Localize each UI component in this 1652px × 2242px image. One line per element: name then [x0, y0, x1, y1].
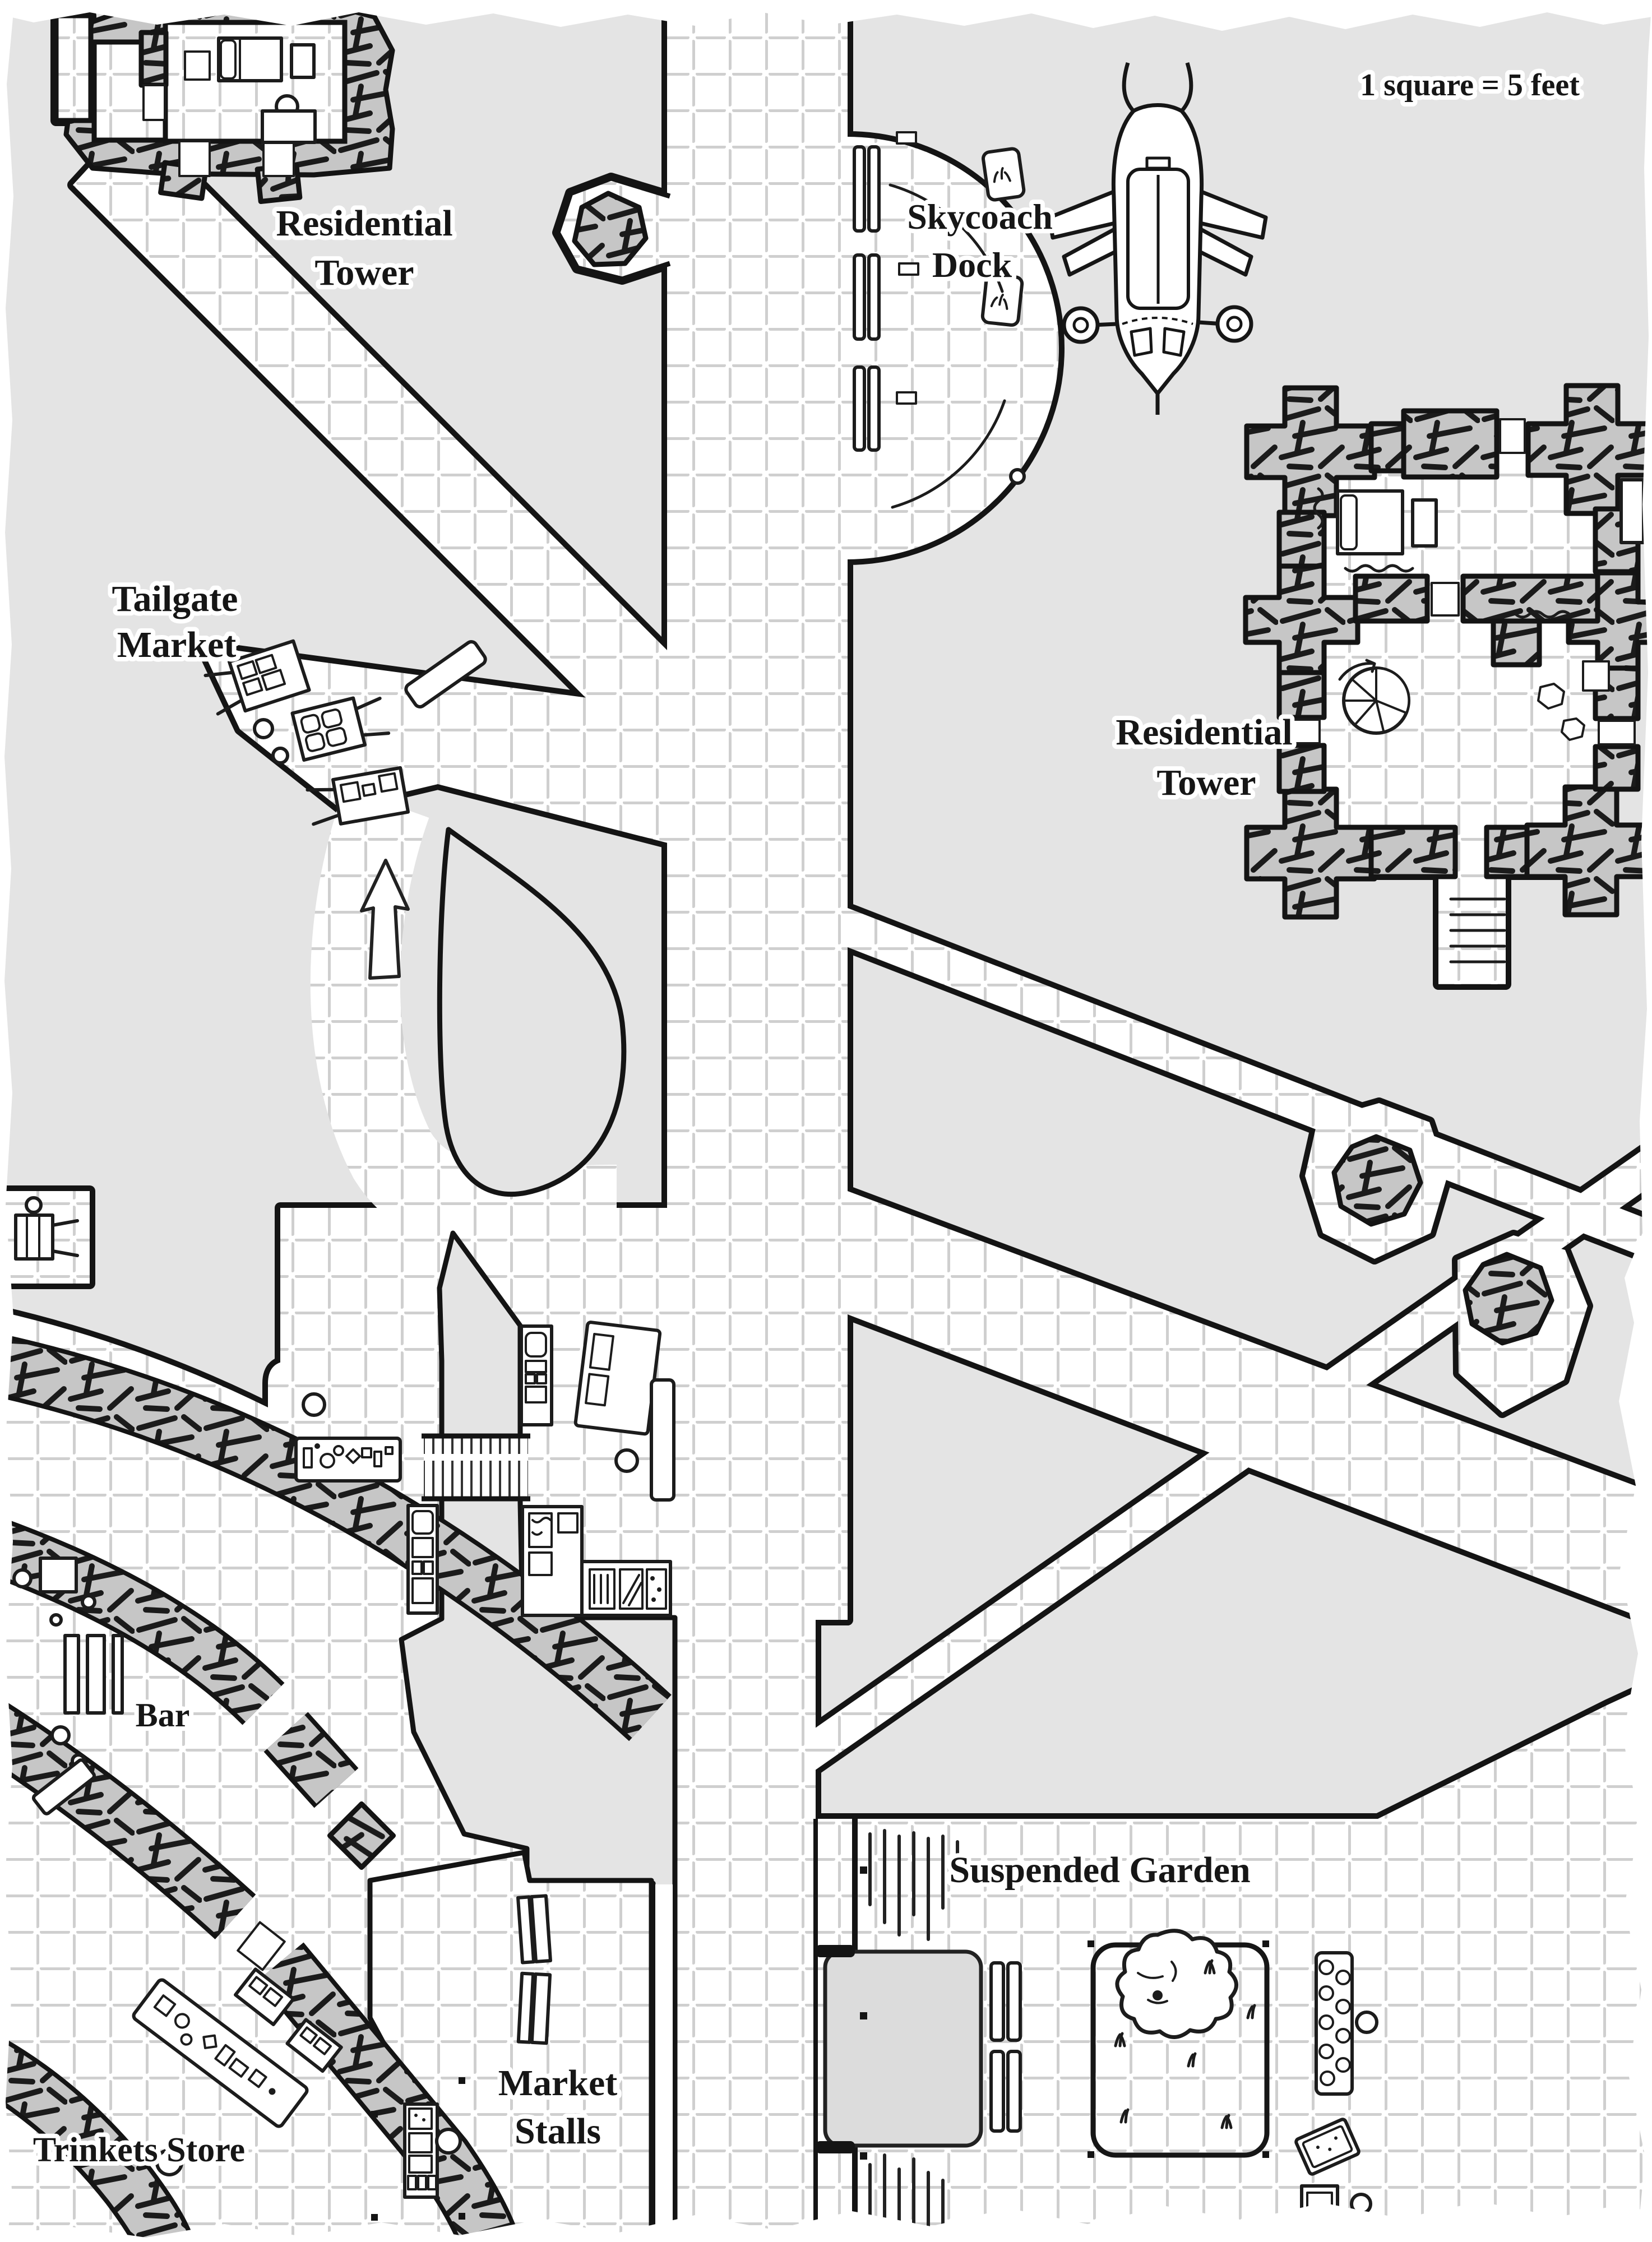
barrel-2	[273, 748, 288, 763]
post-dot	[371, 2111, 378, 2118]
scale-note: 1 square = 5 feet	[1360, 68, 1580, 103]
stone-2	[1562, 719, 1584, 740]
nw-door-west	[144, 85, 165, 120]
label-residential-tower-e-line2: Tower	[1156, 762, 1256, 803]
label-bar: Bar	[135, 1697, 190, 1734]
garden-pool	[825, 1952, 981, 2146]
nw-door-south-1	[179, 141, 210, 176]
stool	[1357, 2012, 1377, 2032]
e-door-east	[1599, 721, 1635, 744]
trinket-counter	[296, 1438, 400, 1481]
pool-cap-south	[816, 2141, 855, 2153]
bar-table-square	[40, 1558, 76, 1592]
shop-stall-right	[575, 1322, 660, 1434]
e-door-mid	[1432, 583, 1459, 615]
crate	[1583, 661, 1609, 691]
barrel-1	[254, 720, 272, 738]
plank-bridge	[422, 1435, 530, 1500]
gap-strip	[655, 1884, 673, 2242]
display-case	[405, 2104, 437, 2197]
stone-1	[1538, 684, 1564, 708]
pillar-rubble-nw	[575, 193, 646, 265]
label-skycoach-dock-line1: Skycoach	[907, 197, 1053, 237]
e-door-north	[1500, 419, 1525, 453]
label-residential-tower-nw-line1: Residential	[276, 203, 453, 244]
post-dot	[459, 2077, 465, 2084]
balcony	[1621, 480, 1644, 543]
stall-table-1	[518, 1896, 550, 1962]
label-trinkets-store: Trinkets Store	[33, 2131, 246, 2169]
street-bench	[651, 1380, 674, 1500]
pool-cap-north	[816, 1945, 855, 1957]
label-residential-tower-nw-line2: Tower	[314, 252, 414, 293]
label-tailgate-market-line2: Market	[117, 624, 237, 665]
label-skycoach-dock-line2: Dock	[932, 245, 1012, 285]
shop-shelf-left	[521, 1326, 552, 1425]
label-residential-tower-e-line1: Residential	[1116, 712, 1293, 753]
stall-table-2	[519, 1974, 550, 2043]
label-market-stalls-line2: Stalls	[514, 2111, 601, 2152]
shop-shelf-bottom-left	[408, 1506, 437, 1613]
post-dot	[371, 2214, 378, 2221]
south-street	[675, 1611, 816, 2242]
bar-counter-slat-3	[113, 1636, 122, 1713]
label-suspended-garden: Suspended Garden	[949, 1850, 1251, 1891]
mooring-ring-2	[1011, 470, 1024, 483]
bar-counter-slat-2	[87, 1636, 104, 1713]
bar-counter-slat-1	[65, 1636, 78, 1713]
post-dot	[459, 2213, 465, 2220]
stool-2	[616, 1450, 637, 1471]
side-table	[1413, 500, 1436, 546]
stool	[303, 1394, 325, 1415]
pillow	[221, 40, 235, 78]
table	[262, 111, 315, 142]
pillar-rubble-mid	[1334, 1137, 1420, 1224]
chest	[185, 52, 210, 80]
pillow	[1341, 495, 1357, 549]
dresser	[291, 45, 314, 77]
nw-door-south-2	[263, 141, 294, 176]
stool	[437, 2129, 460, 2153]
label-market-stalls-line1: Market	[498, 2063, 618, 2104]
pillar-rubble-low	[1465, 1254, 1552, 1343]
label-tailgate-market-line1: Tailgate	[112, 578, 238, 619]
